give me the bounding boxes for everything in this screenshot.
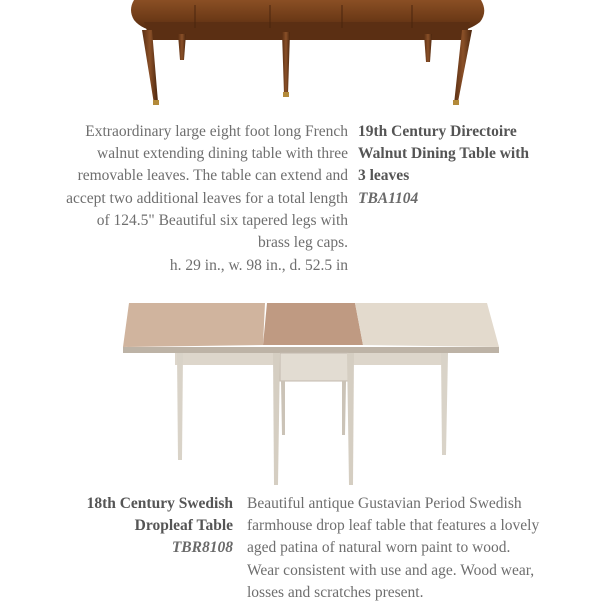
- description-line: of 124.5" Beautiful six tapered legs with: [96, 211, 348, 229]
- description-line: removable leaves. The table can extend and: [77, 167, 348, 185]
- description-line: losses and scratches present.: [247, 583, 424, 601]
- title-line: 3 leaves: [358, 167, 410, 185]
- product-title-link[interactable]: [40, 493, 233, 537]
- product-description: [40, 121, 348, 254]
- title-line: 18th Century Swedish: [86, 495, 233, 512]
- swedish-dropleaf-table-image: [115, 295, 505, 490]
- product-sku: TBA1104: [358, 189, 419, 207]
- title-line: Dropleaf Table: [134, 517, 233, 535]
- title-line: 19th Century Directoire: [358, 123, 517, 140]
- description-line: aged patina of natural worn paint to wood.: [247, 539, 511, 557]
- product-title-link[interactable]: [358, 121, 558, 188]
- product-description: [247, 493, 567, 604]
- description-line: Extraordinary large eight foot long French: [85, 123, 348, 140]
- walnut-dining-table-image: [120, 0, 495, 112]
- product-meta: [358, 121, 558, 210]
- description-line: Beautiful antique Gustavian Period Swedish: [247, 495, 522, 512]
- description-line: walnut extending dining table with three: [97, 145, 348, 163]
- description-line: Wear consistent with use and age. Wood wear,: [247, 561, 535, 579]
- product-dimensions: h. 29 in., w. 98 in., d. 52.5 in: [169, 257, 348, 274]
- title-line: Walnut Dining Table with: [358, 145, 529, 163]
- product-sku: TBR8108: [171, 539, 233, 557]
- description-line: farmhouse drop leaf table that features a lovely: [247, 517, 540, 535]
- description-line: brass leg caps.: [258, 234, 348, 252]
- description-line: accept two additional leaves for a total length: [66, 189, 348, 207]
- product-meta: [40, 493, 233, 560]
